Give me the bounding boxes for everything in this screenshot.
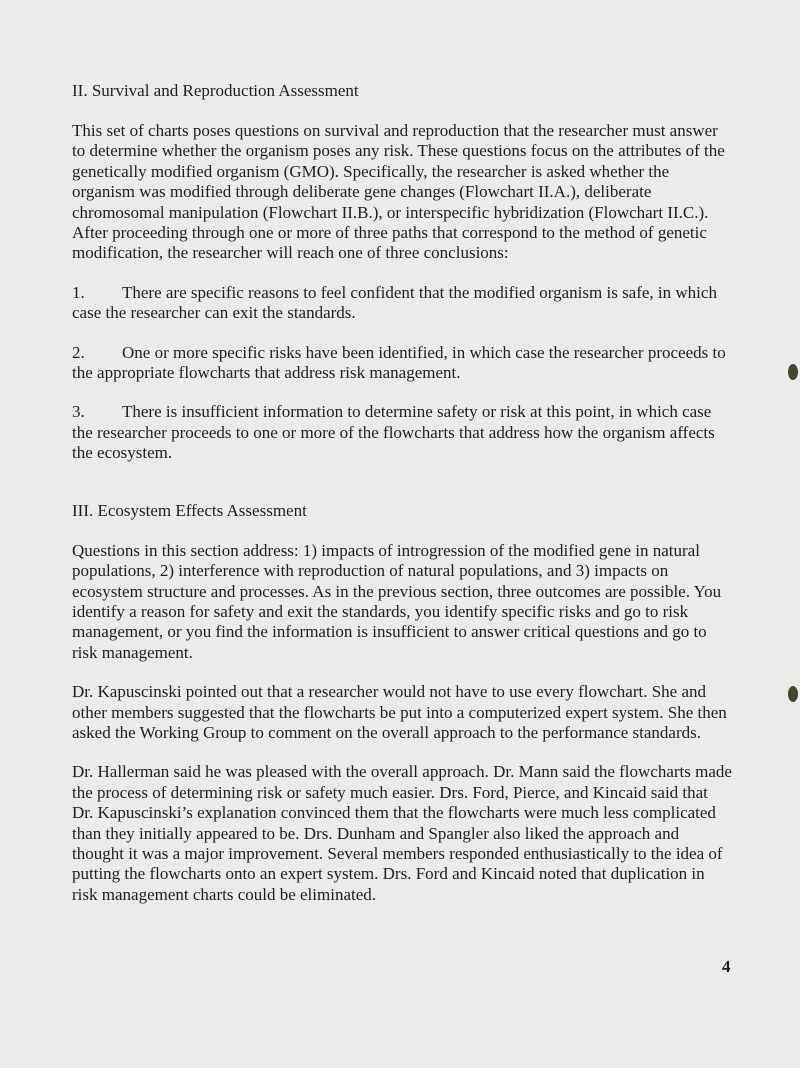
hallerman-paragraph: Dr. Hallerman said he was pleased with the overall approach. Dr. Mann said the flowcharts made the process of determining risk or safety much easier. Drs. Ford, Pierce, and Kincaid said that Dr. Kapuscinski’s explanation convinced them that the flowcharts were much less complicated than they initially appeared to be. Drs. Dunham and Spangler also liked the approach and thought it was a major improvement. Several members responded enthusiastically to the idea of putting the flowcharts onto an expert system. Drs. Ford and Kincaid noted that duplication in risk management charts could be eliminated.	[72, 762, 732, 904]
page-number: 4	[722, 957, 731, 976]
conclusion-number: 1.	[72, 282, 85, 302]
conclusion-number: 3.	[72, 402, 85, 422]
kapuscinski-paragraph: Dr. Kapuscinski pointed out that a researcher would not have to use every flowchart. She and other members suggested that the flowcharts be put into a computerized expert system. She then asked the Working Group to comment on the overall approach to the performance standards.	[72, 682, 727, 742]
conclusion-text: One or more specific risks have been identified, in which case the researcher proceeds to the appropriate flowcharts that address risk management.	[72, 342, 726, 383]
section-heading-ecosystem: III. Ecosystem Effects Assessment	[72, 500, 307, 520]
conclusion-text: There are specific reasons to feel confident that the modified organism is safe, in which case the researcher can exit the standards.	[72, 282, 717, 323]
binder-hole-mark	[788, 686, 798, 702]
conclusion-text: There is insufficient information to determine safety or risk at this point, in which case the researcher proceeds to one or more of the flowcharts that address how the organism affects the ecosystem.	[72, 402, 715, 463]
binder-hole-mark	[788, 364, 798, 380]
section-heading-survival: II. Survival and Reproduction Assessment	[72, 81, 359, 100]
conclusion-number: 2.	[72, 342, 85, 362]
conclusion-item	[72, 283, 732, 324]
conclusion-item	[72, 402, 732, 463]
survival-intro-paragraph: This set of charts poses questions on survival and reproduction that the researcher must answer to determine whether the organism poses any risk. These questions focus on the attributes of the genetically modified organism (GMO). Specifically, the researcher is asked whether the organism was modified through deliberate gene changes (Flowchart II.A.), deliberate chromosomal manipulation (Flowchart II.B.), or interspecific hybridization (Flowchart II.C.). After proceeding through one or more of three paths that correspond to the method of genetic modification, the researcher will reach one of three conclusions:	[72, 121, 725, 263]
conclusion-item	[72, 343, 732, 384]
page-content	[72, 80, 732, 905]
ecosystem-paragraph: Questions in this section address: 1) impacts of introgression of the modified gene in natural populations, 2) interference with reproduction of natural populations, and 3) impacts on ecosystem structure and processes. As in the previous section, three outcomes are possible. You identify a reason for safety and exit the standards, you identify specific risks and go to risk management, or you find the information is insufficient to answer critical questions and go to risk management.	[72, 540, 722, 662]
